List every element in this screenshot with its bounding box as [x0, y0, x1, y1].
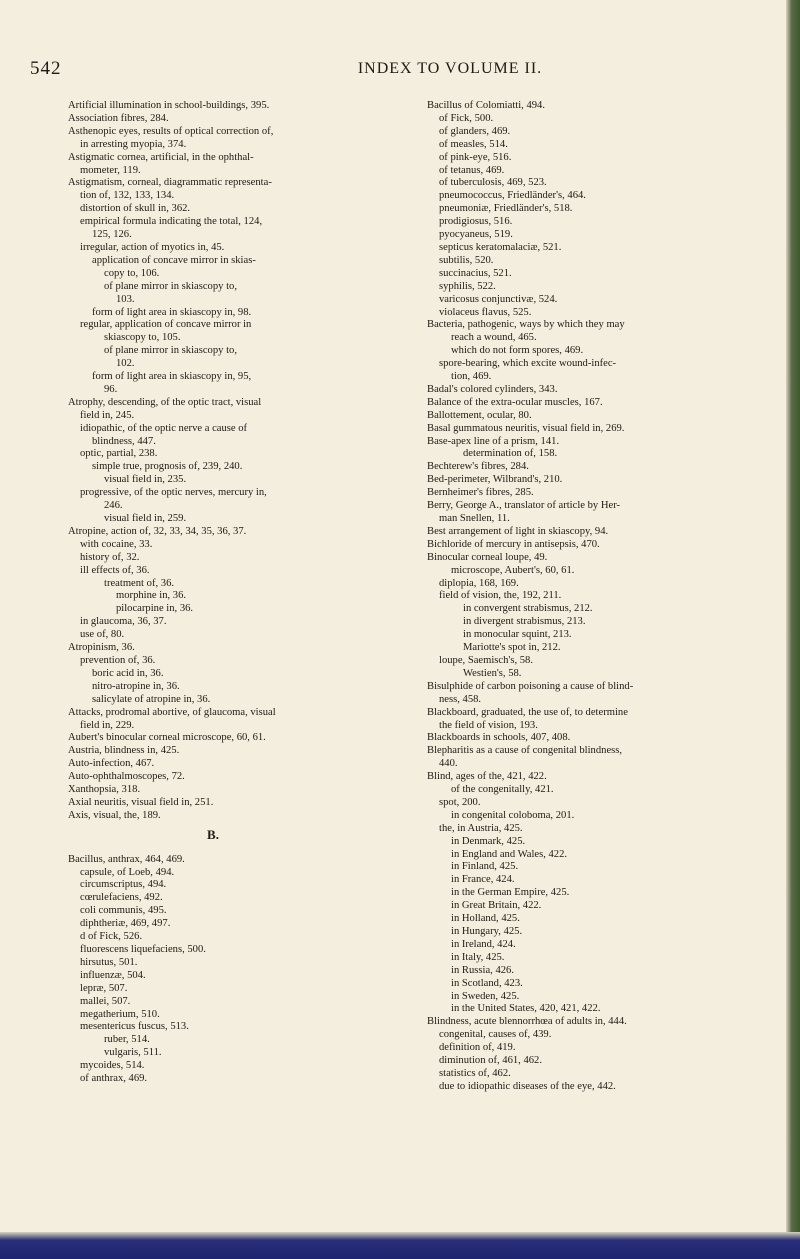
index-subentry: man Snellen, 11.: [439, 513, 510, 524]
index-subentry: reach a wound, 465.: [451, 332, 537, 344]
index-subentry: of glanders, 469.: [439, 125, 511, 137]
index-subentry: pyocyaneus, 519.: [439, 229, 513, 241]
index-entry: Association fibres, 284.: [68, 112, 169, 124]
index-entry: Blepharitis as a cause of congenital blindness,: [427, 745, 623, 757]
index-subentry: in arresting myopia, 374.: [80, 138, 187, 150]
index-entry: Blind, ages of the, 421, 422.: [427, 771, 547, 783]
index-entry: Bichloride of mercury in antisepsis, 470.: [427, 538, 600, 550]
index-subentry: in Denmark, 425.: [451, 835, 526, 847]
index-entry: Best arrangement of light in skiascopy, 94.: [427, 525, 609, 537]
index-subentry: copy to, 106.: [104, 267, 160, 279]
index-column-right: [427, 100, 772, 1094]
index-entry: Auto-ophthalmoscopes, 72.: [68, 771, 185, 783]
index-subentry: pneumoniæ, Friedländer's, 518.: [439, 203, 573, 215]
index-subentry: the, in Austria, 425.: [439, 822, 523, 834]
index-subentry: ness, 458.: [439, 693, 482, 705]
index-subentry: in monocular squint, 213.: [463, 629, 572, 641]
index-subentry: pilocarpine in, 36.: [116, 603, 194, 615]
index-entry: Auto-infection, 467.: [68, 758, 155, 770]
index-entry: Aubert's binocular corneal microscope, 60, 61.: [68, 732, 266, 744]
index-entry: Bernheimer's fibres, 285.: [427, 487, 534, 499]
index-subentry: mesentericus fuscus, 513.: [80, 1021, 189, 1033]
index-entry: Badal's colored cylinders, 343.: [427, 383, 558, 395]
index-subentry: pneumococcus, Friedländer's, 464.: [439, 190, 586, 202]
index-subentry: in congenital coloboma, 201.: [451, 809, 575, 821]
index-subentry: septicus keratomalaciæ, 521.: [439, 241, 562, 253]
index-subentry: application of concave mirror in skias-: [92, 254, 256, 266]
index-subentry: 103.: [116, 293, 135, 305]
index-subentry: in Finland, 425.: [451, 861, 519, 873]
index-subentry: irregular, action of myotics in, 45.: [80, 241, 225, 253]
index-entry: Astigmatism, corneal, diagrammatic representa-: [68, 177, 272, 189]
index-entry: Blackboard, graduated, the use of, to determine: [427, 706, 628, 718]
index-entry: Berry, George A., translator of article by Her-: [427, 500, 621, 512]
index-subentry: spot, 200.: [439, 796, 481, 808]
index-subentry: in the German Empire, 425.: [451, 887, 570, 899]
index-subentry: subtilis, 520.: [439, 254, 494, 266]
index-subentry: Westien's, 58.: [463, 667, 522, 679]
index-subentry: 102.: [116, 358, 135, 370]
index-subentry: ruber, 514.: [104, 1034, 150, 1046]
index-entry: Blackboards in schools, 407, 408.: [427, 732, 571, 744]
index-subentry: due to idiopathic diseases of the eye, 442.: [439, 1080, 616, 1092]
index-subentry: in divergent strabismus, 213.: [463, 616, 586, 628]
index-subentry: with cocaine, 33.: [80, 538, 153, 550]
index-entry: Astigmatic cornea, artificial, in the ophthal-: [68, 151, 254, 163]
index-subentry: distortion of skull in, 362.: [80, 203, 191, 215]
index-subentry: 440.: [439, 758, 458, 770]
index-subentry: definition of, 419.: [439, 1042, 516, 1054]
index-entry: Bechterew's fibres, 284.: [427, 461, 529, 473]
index-entry: Axis, visual, the, 189.: [68, 809, 161, 821]
index-subentry: megatherium, 510.: [80, 1008, 160, 1020]
index-subentry: syphilis, 522.: [439, 280, 496, 292]
index-subentry: circumscriptus, 494.: [80, 879, 167, 891]
index-subentry: the field of vision, 193.: [439, 719, 538, 731]
index-subentry: of plane mirror in skiascopy to,: [104, 345, 237, 357]
index-subentry: of Fick, 500.: [439, 112, 494, 124]
section-letter: B.: [207, 826, 219, 842]
index-subentry: history of, 32.: [80, 551, 140, 563]
index-entry: Bacillus, anthrax, 464, 469.: [68, 853, 185, 865]
index-subentry: form of light area in skiascopy in, 98.: [92, 306, 252, 318]
index-subentry: field in, 245.: [80, 409, 135, 421]
index-subentry: boric acid in, 36.: [92, 667, 164, 679]
index-subentry: cœrulefaciens, 492.: [80, 892, 163, 904]
index-subentry: in Italy, 425.: [451, 951, 505, 963]
index-entry: Bacillus of Colomiatti, 494.: [427, 100, 545, 111]
page-number: 542: [30, 58, 62, 79]
index-entry: Xanthopsia, 318.: [68, 784, 141, 796]
index-subentry: loupe, Saemisch's, 58.: [439, 654, 534, 666]
index-subentry: vulgaris, 511.: [104, 1047, 162, 1059]
index-entry: Asthenopic eyes, results of optical correction of,: [68, 125, 274, 137]
index-entry: Atropinism, 36.: [68, 642, 135, 654]
index-subentry: 96.: [104, 383, 118, 395]
index-subentry: in convergent strabismus, 212.: [463, 603, 593, 615]
index-subentry: spore-bearing, which excite wound-infec-: [439, 358, 617, 370]
index-subentry: salicylate of atropine in, 36.: [92, 693, 211, 705]
index-subentry: tion of, 132, 133, 134.: [80, 190, 175, 202]
index-subentry: in Russia, 426.: [451, 964, 514, 976]
index-subentry: use of, 80.: [80, 629, 125, 641]
index-subentry: field in, 229.: [80, 719, 135, 731]
index-subentry: 246.: [104, 500, 123, 512]
index-subentry: microscope, Aubert's, 60, 61.: [451, 564, 575, 576]
index-column-left: [68, 100, 398, 1086]
index-entry: Bisulphide of carbon poisoning a cause of blind-: [427, 680, 634, 692]
index-subentry: hirsutus, 501.: [80, 956, 138, 968]
index-subentry: of the congenitally, 421.: [451, 784, 554, 796]
index-entry: Basal gummatous neuritis, visual field in, 269.: [427, 422, 625, 434]
index-subentry: statistics of, 462.: [439, 1067, 511, 1079]
index-entry: Ballottement, ocular, 80.: [427, 409, 532, 421]
index-subentry: nitro-atropine in, 36.: [92, 680, 180, 692]
index-subentry: empirical formula indicating the total, 124,: [80, 216, 263, 228]
index-subentry: coli communis, 495.: [80, 905, 167, 917]
index-entry: Balance of the extra-ocular muscles, 167.: [427, 396, 603, 408]
index-entry: Axial neuritis, visual field in, 251.: [68, 796, 214, 808]
index-subentry: regular, application of concave mirror in: [80, 319, 252, 331]
index-entry: Base-apex line of a prism, 141.: [427, 435, 560, 447]
scan-border: [0, 1232, 800, 1259]
index-subentry: in Great Britain, 422.: [451, 900, 542, 912]
index-subentry: in Scotland, 423.: [451, 977, 523, 989]
index-subentry: of tetanus, 469.: [439, 164, 505, 176]
index-subentry: ill effects of, 36.: [80, 564, 150, 576]
index-subentry: violaceus flavus, 525.: [439, 306, 532, 318]
index-entry: Bed-perimeter, Wilbrand's, 210.: [427, 474, 563, 486]
index-subentry: treatment of, 36.: [104, 577, 175, 589]
index-subentry: visual field in, 259.: [104, 513, 187, 524]
index-subentry: progressive, of the optic nerves, mercury in,: [80, 487, 267, 499]
index-subentry: in France, 424.: [451, 874, 515, 886]
index-subentry: 125, 126.: [92, 229, 132, 241]
index-subentry: in glaucoma, 36, 37.: [80, 616, 167, 628]
index-subentry: mycoides, 514.: [80, 1060, 145, 1072]
index-subentry: which do not form spores, 469.: [451, 345, 584, 357]
index-subentry: varicosus conjunctivæ, 524.: [439, 293, 558, 305]
index-subentry: Mariotte's spot in, 212.: [463, 642, 561, 654]
index-subentry: fluorescens liquefaciens, 500.: [80, 944, 206, 955]
page-edge: [786, 0, 800, 1259]
index-subentry: prevention of, 36.: [80, 654, 156, 666]
index-subentry: of pink-eye, 516.: [439, 151, 512, 163]
index-subentry: of plane mirror in skiascopy to,: [104, 280, 237, 292]
index-subentry: in the United States, 420, 421, 422.: [451, 1003, 601, 1015]
index-subentry: in Ireland, 424.: [451, 938, 516, 950]
index-entry: Artificial illumination in school-buildings, 395.: [68, 100, 270, 111]
index-subentry: mallei, 507.: [80, 995, 131, 1007]
index-entry: Atropine, action of, 32, 33, 34, 35, 36, 37.: [68, 525, 247, 537]
index-subentry: diphtheriæ, 469, 497.: [80, 918, 171, 930]
index-subentry: lepræ, 507.: [80, 982, 128, 994]
index-subentry: succinacius, 521.: [439, 267, 512, 279]
index-entry: Bacteria, pathogenic, ways by which they may: [427, 319, 625, 331]
index-subentry: influenzæ, 504.: [80, 969, 146, 981]
index-subentry: congenital, causes of, 439.: [439, 1029, 552, 1041]
index-subentry: in Hungary, 425.: [451, 926, 523, 937]
index-subentry: d of Fick, 526.: [80, 931, 143, 943]
index-subentry: in Sweden, 425.: [451, 990, 520, 1002]
index-subentry: in England and Wales, 422.: [451, 848, 568, 860]
index-subentry: form of light area in skiascopy in, 95,: [92, 371, 252, 383]
index-subentry: diplopia, 168, 169.: [439, 577, 519, 589]
index-subentry: mometer, 119.: [80, 164, 141, 176]
running-head: INDEX TO VOLUME II.: [357, 60, 543, 77]
index-entry: Atrophy, descending, of the optic tract, visual: [68, 396, 262, 408]
index-subentry: capsule, of Loeb, 494.: [80, 866, 175, 878]
index-subentry: determination of, 158.: [463, 448, 558, 460]
index-subentry: of anthrax, 469.: [80, 1073, 148, 1085]
index-subentry: skiascopy to, 105.: [104, 332, 181, 344]
index-entry: Blindness, acute blennorrhœa of adults in, 444.: [427, 1016, 627, 1028]
index-entry: Binocular corneal loupe, 49.: [427, 551, 548, 563]
index-subentry: tion, 469.: [451, 371, 492, 383]
index-entry: Austria, blindness in, 425.: [68, 745, 180, 757]
index-subentry: visual field in, 235.: [104, 474, 187, 486]
index-subentry: diminution of, 461, 462.: [439, 1055, 542, 1067]
index-subentry: in Holland, 425.: [451, 913, 520, 925]
index-subentry: idiopathic, of the optic nerve a cause of: [80, 422, 248, 434]
index-subentry: field of vision, the, 192, 211.: [439, 590, 562, 602]
index-entry: Attacks, prodromal abortive, of glaucoma, visual: [68, 706, 276, 718]
index-subentry: of measles, 514.: [439, 138, 508, 150]
index-subentry: optic, partial, 238.: [80, 448, 158, 460]
index-subentry: prodigiosus, 516.: [439, 216, 513, 228]
index-subentry: of tuberculosis, 469, 523.: [439, 177, 547, 189]
index-subentry: blindness, 447.: [92, 435, 156, 447]
index-subentry: morphine in, 36.: [116, 590, 187, 602]
index-subentry: simple true, prognosis of, 239, 240.: [92, 461, 243, 473]
